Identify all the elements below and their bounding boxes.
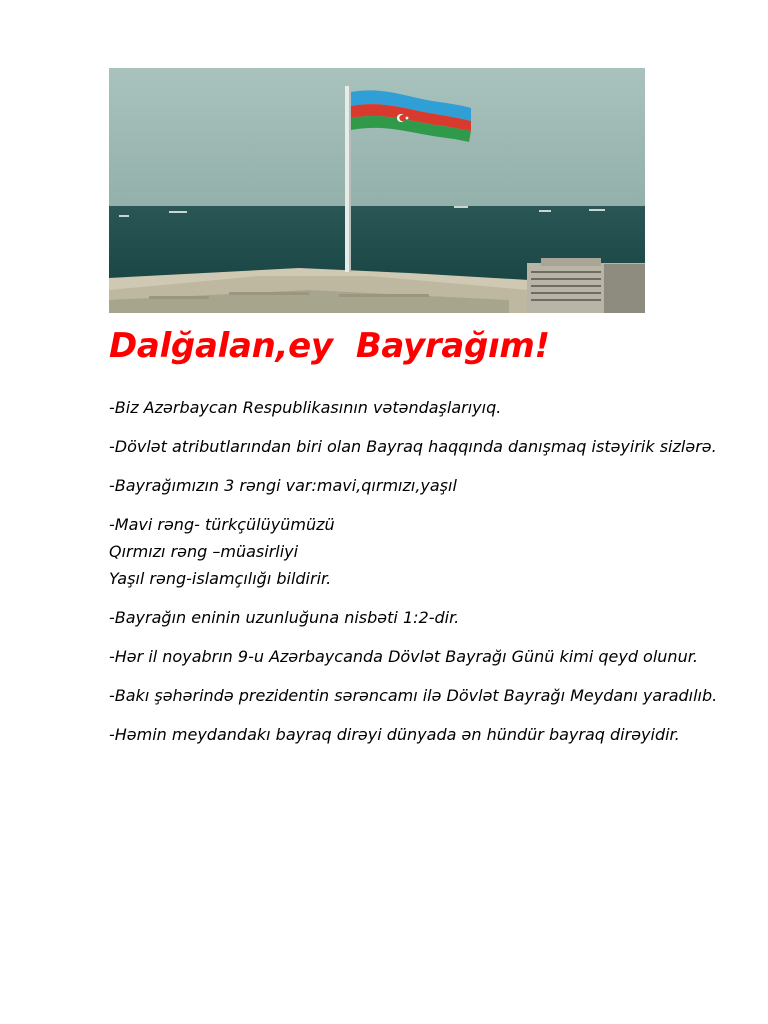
- page-title: Dalğalan,ey Bayrağım!: [109, 326, 550, 366]
- building: [604, 264, 645, 313]
- ship: [454, 206, 468, 208]
- body-text: [109, 394, 719, 760]
- building: [541, 258, 601, 266]
- paragraph-citizens: -Biz Azərbaycan Respublikasının vətəndaşlarıyıq.: [109, 398, 502, 417]
- ship: [589, 209, 605, 211]
- green-meaning-line: Yaşıl rəng-islamçılığı bildirir.: [109, 569, 332, 588]
- paragraph-ratio: -Bayrağın eninin uzunluğuna nisbəti 1:2-dir.: [109, 608, 460, 627]
- ship: [119, 215, 129, 217]
- paragraph-tallest-pole: -Həmin meydandakı bayraq dirəyi dünyada ən hündür bayraq dirəyidir.: [109, 725, 680, 744]
- red-meaning-line: Qırmızı rəng –müasirliyi: [109, 542, 299, 561]
- blue-meaning-line: -Mavi rəng- türkçülüyümüzü: [109, 515, 335, 534]
- flag-square-photo: [109, 68, 645, 313]
- paragraph-attributes: -Dövlət atributlarından biri olan Bayraq haqqında danışmaq istəyirik sizlərə.: [109, 437, 717, 456]
- paragraph-flag-square: -Bakı şəhərində prezidentin sərəncamı ilə Dövlət Bayrağı Meydanı yaradılıb.: [109, 686, 718, 705]
- sky: [109, 68, 645, 208]
- paragraph-flag-day: -Hər il noyabrın 9-u Azərbaycanda Dövlət Bayrağı Günü kimi qeyd olunur.: [109, 647, 698, 666]
- ship: [169, 211, 187, 213]
- colors-meaning-stanza: [109, 511, 719, 592]
- paragraph-three-colors: -Bayrağımızın 3 rəngi var:mavi,qırmızı,yaşıl: [109, 476, 457, 495]
- ship: [539, 210, 551, 212]
